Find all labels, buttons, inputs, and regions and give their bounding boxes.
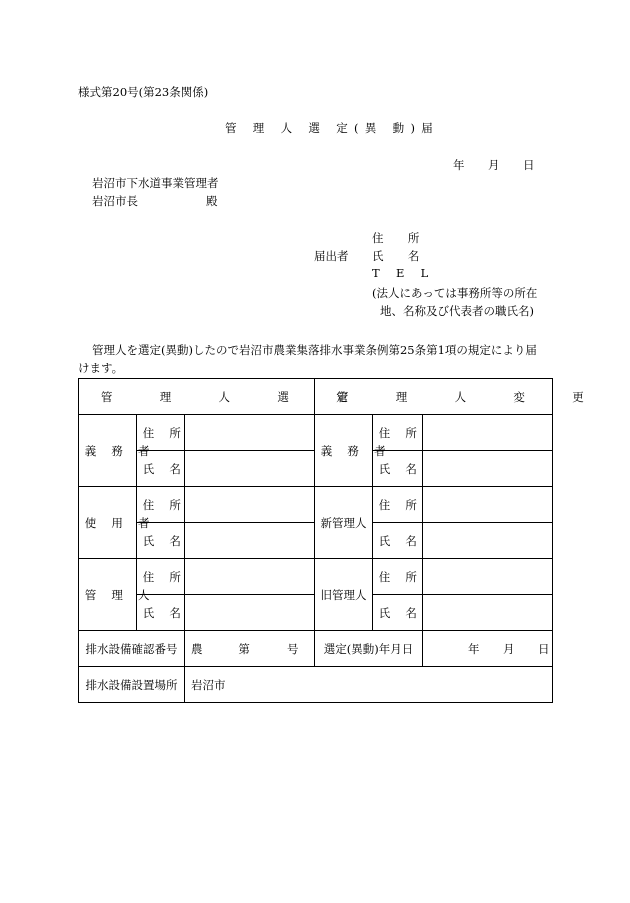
applicant-address-label: 住 所 xyxy=(372,231,430,245)
old-manager-address-label: 住 所 xyxy=(373,559,423,595)
addressee-line2: 岩沼市長 xyxy=(92,194,138,208)
obligor-name-field-right[interactable] xyxy=(423,451,553,487)
manager-label: 管 理 人 xyxy=(79,559,137,631)
new-manager-label: 新管理人 xyxy=(315,487,373,559)
confirmation-number-prefix: 農 第 xyxy=(191,642,266,656)
addressee-line1: 岩沼市下水道事業管理者 xyxy=(92,176,219,190)
change-date-label: 選定(異動)年月日 xyxy=(315,631,423,667)
manager-name-field[interactable] xyxy=(185,595,315,631)
user-label: 使 用 者 xyxy=(79,487,137,559)
change-date-year: 年 xyxy=(468,642,480,656)
addressee-honorific: 殿 xyxy=(206,194,218,208)
manager-name-label: 氏 名 xyxy=(137,595,185,631)
date-year: 年 xyxy=(453,158,465,172)
obligor-name-field-left[interactable] xyxy=(185,451,315,487)
table-row xyxy=(79,559,553,595)
manager-address-field[interactable] xyxy=(185,559,315,595)
obligor-label-right: 義 務 者 xyxy=(315,415,373,487)
date-day: 日 xyxy=(523,158,535,172)
location-value: 岩沼市 xyxy=(191,677,226,692)
obligor-name-label-left: 氏 名 xyxy=(137,451,185,487)
body-text-line2: けます。 xyxy=(78,361,124,375)
table-row xyxy=(79,667,553,703)
new-manager-address-label: 住 所 xyxy=(373,487,423,523)
applicant-tel-label: T E L xyxy=(372,266,435,280)
table-row xyxy=(79,631,553,667)
obligor-address-label-right: 住 所 xyxy=(373,415,423,451)
user-address-field[interactable] xyxy=(185,487,315,523)
location-field[interactable] xyxy=(185,667,553,703)
change-date-month: 月 xyxy=(503,642,515,656)
obligor-address-field-right[interactable] xyxy=(423,415,553,451)
manager-address-label: 住 所 xyxy=(137,559,185,595)
application-table xyxy=(78,378,606,703)
applicant-label: 届出者 xyxy=(314,249,349,263)
page-title: 管 理 人 選 定(異 動)届 xyxy=(225,121,440,135)
applicant-name-label: 氏 名 xyxy=(372,249,430,263)
location-label: 排水設備設置場所 xyxy=(79,667,185,703)
new-manager-address-field[interactable] xyxy=(423,487,553,523)
confirmation-number-label: 排水設備確認番号 xyxy=(79,631,185,667)
date-month: 月 xyxy=(488,158,500,172)
obligor-name-label-right: 氏 名 xyxy=(373,451,423,487)
confirmation-number-field[interactable] xyxy=(185,631,315,667)
body-text-line1: 管理人を選定(異動)したので岩沼市農業集落排水事業条例第25条第1項の規定により届 xyxy=(92,343,537,357)
change-date-field[interactable] xyxy=(423,631,553,667)
obligor-address-label-left: 住 所 xyxy=(137,415,185,451)
table-row xyxy=(79,415,553,451)
applicant-note-line1: (法人にあっては事務所等の所在 xyxy=(372,286,538,300)
old-manager-label: 旧管理人 xyxy=(315,559,373,631)
header-change: 管 理 人 変 更 xyxy=(315,379,553,415)
user-address-label: 住 所 xyxy=(137,487,185,523)
form-number: 様式第20号(第23条関係) xyxy=(78,85,209,99)
table-header-row xyxy=(79,379,553,415)
confirmation-number-suffix: 号 xyxy=(287,642,299,656)
new-manager-name-field[interactable] xyxy=(423,523,553,559)
user-name-label: 氏 名 xyxy=(137,523,185,559)
user-name-field[interactable] xyxy=(185,523,315,559)
old-manager-address-field[interactable] xyxy=(423,559,553,595)
table-row xyxy=(79,487,553,523)
header-selection: 管 理 人 選 定 xyxy=(79,379,315,415)
new-manager-name-label: 氏 名 xyxy=(373,523,423,559)
obligor-address-field-left[interactable] xyxy=(185,415,315,451)
applicant-note-line2: 地、名称及び代表者の職氏名) xyxy=(380,304,534,318)
obligor-label-left: 義 務 者 xyxy=(79,415,137,487)
change-date-day: 日 xyxy=(538,642,550,656)
old-manager-name-field[interactable] xyxy=(423,595,553,631)
old-manager-name-label: 氏 名 xyxy=(373,595,423,631)
